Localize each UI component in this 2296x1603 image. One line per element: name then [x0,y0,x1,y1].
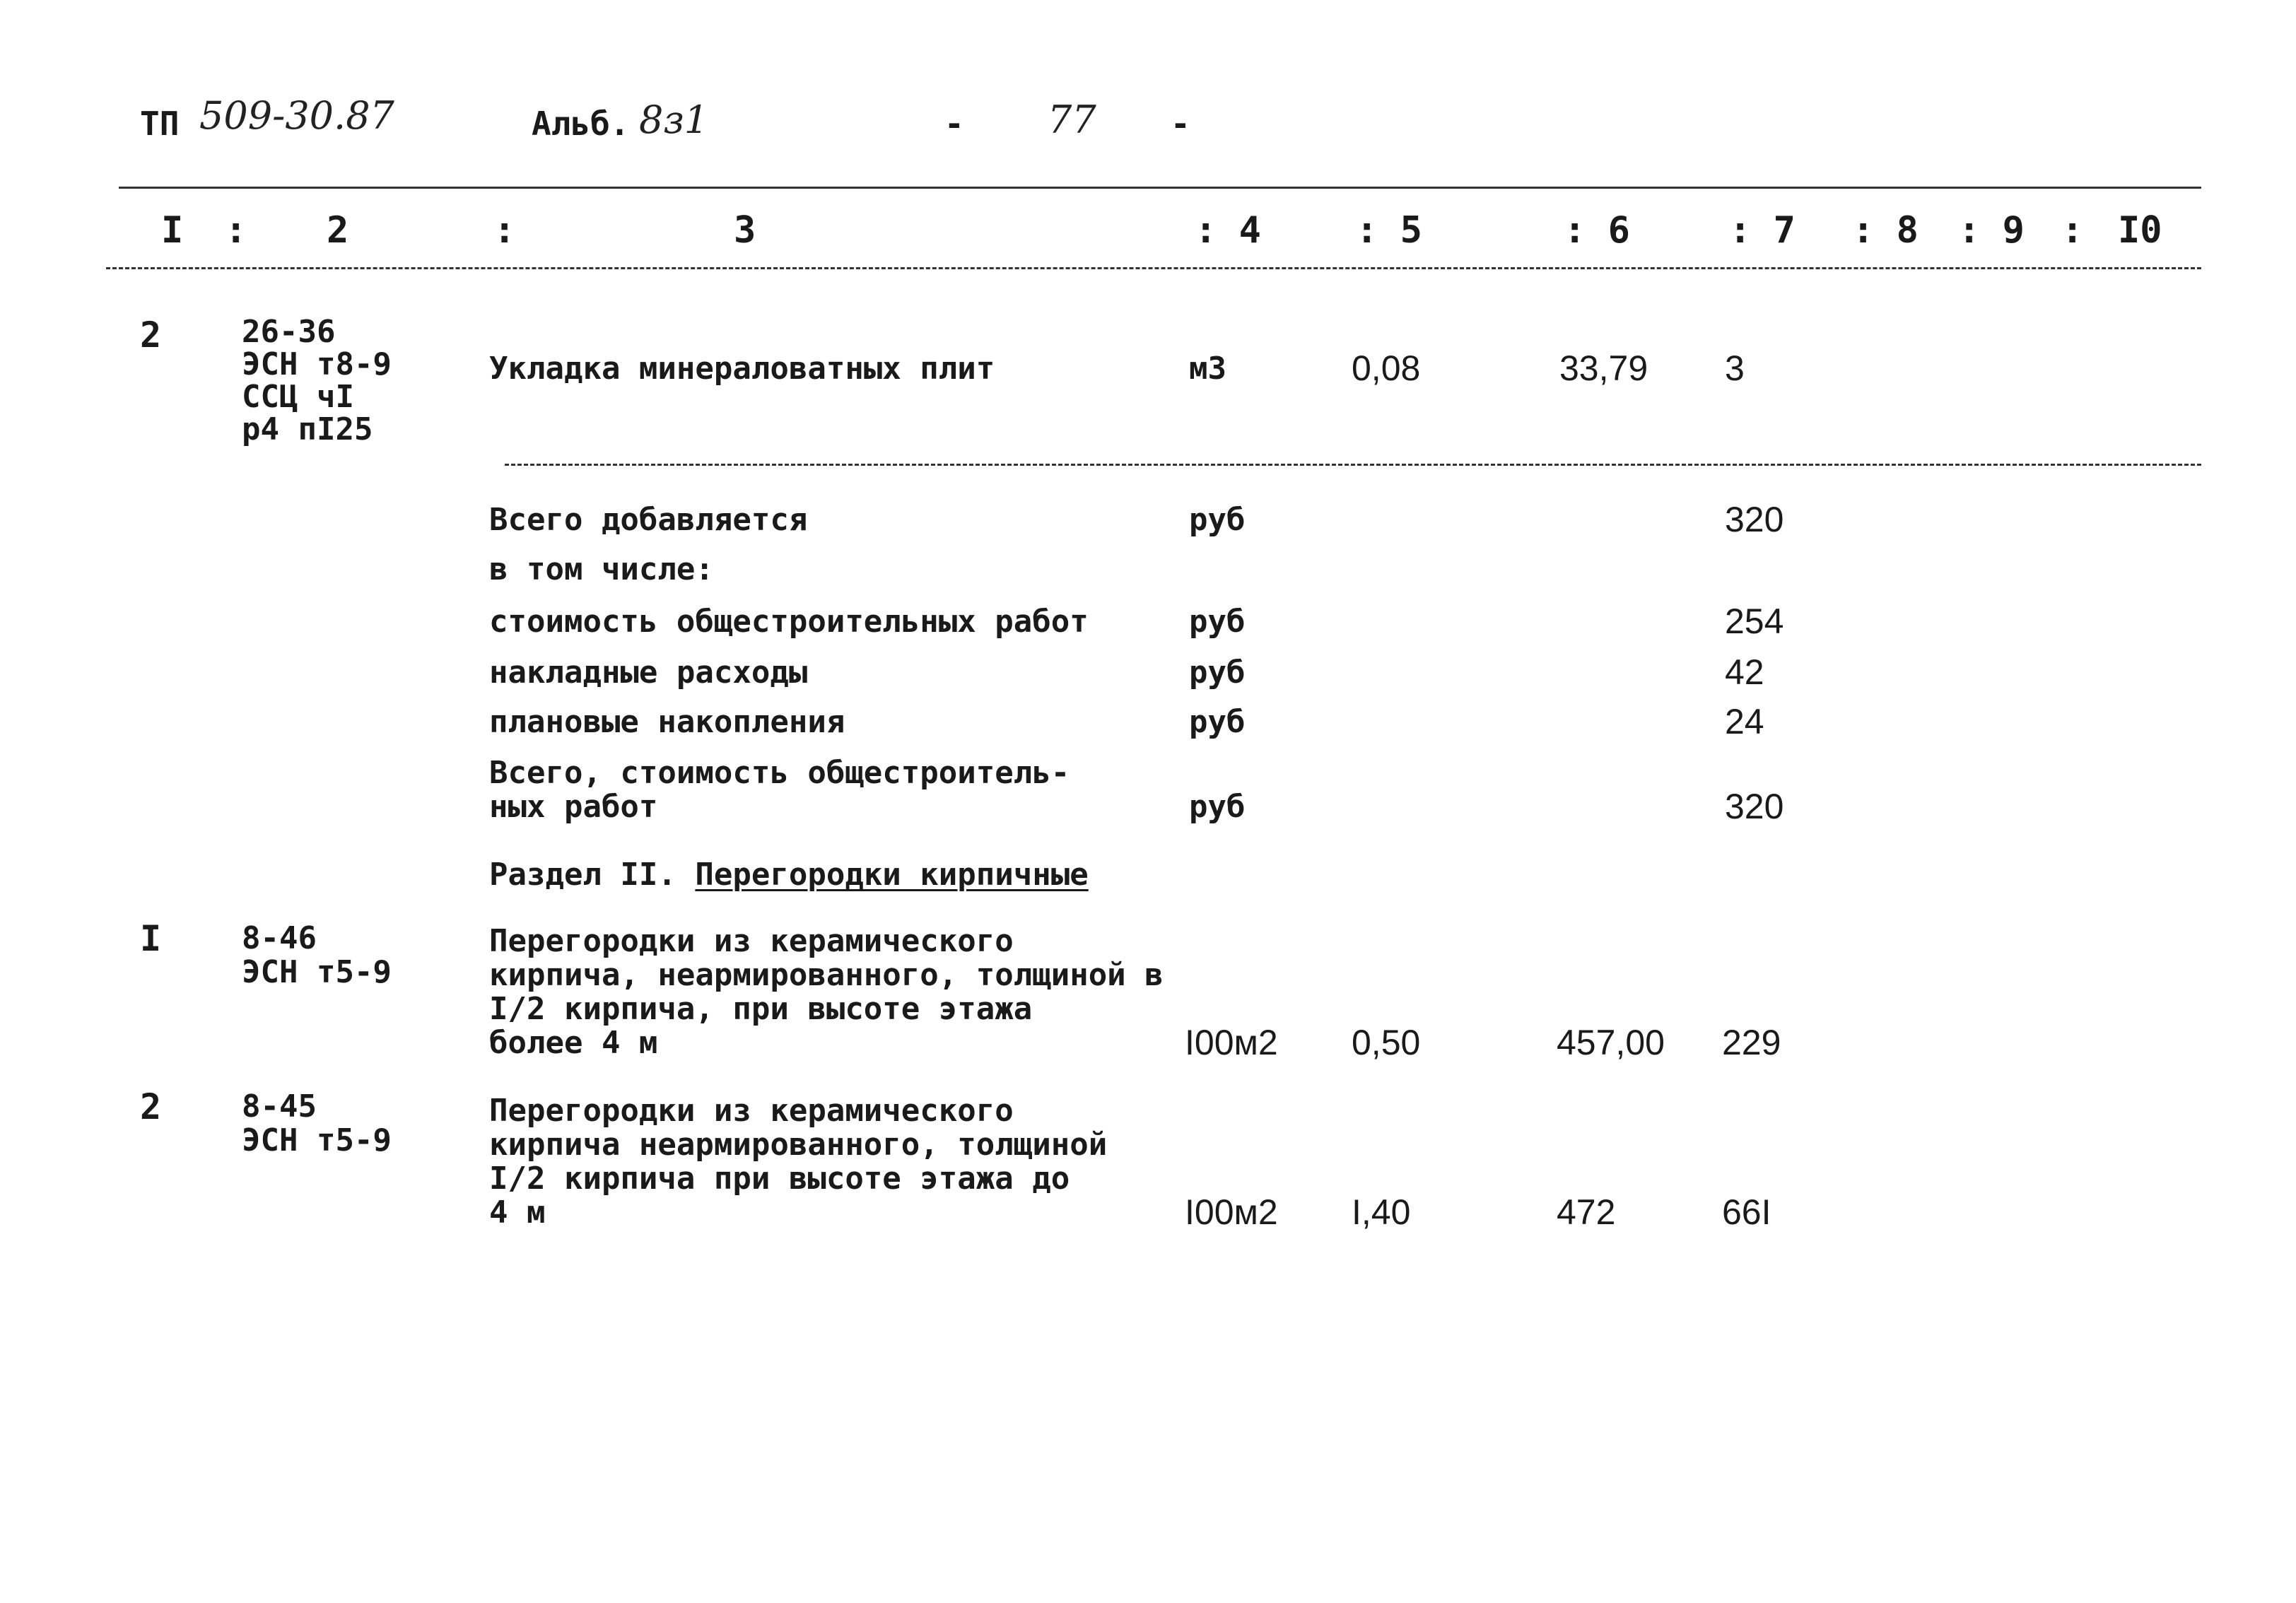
col-header-6: : 6 [1564,209,1630,252]
s2-row2-name-line-4: 4 м [489,1194,546,1231]
s2-row1-number: I [140,918,162,959]
s2-row1-name-line-4: более 4 м [489,1025,658,1061]
col-header-9: : 9 [1958,209,2025,252]
summary-total-value: 320 [1725,500,1784,539]
col-header-7: : 7 [1729,209,1796,252]
series-prefix: ТП [140,105,180,143]
row-total: 3 [1725,348,1745,388]
album-number: 8з1 [639,98,709,142]
summary-grand-unit: руб [1189,789,1246,825]
summary-overhead-unit: руб [1189,654,1246,691]
album-prefix: Альб. [532,105,630,143]
row-number: 2 [140,315,162,356]
s2-row2-name-line-2: кирпича неармированного, толщиной [489,1127,1108,1163]
s2-row1-name-line-2: кирпича, неармированного, толщиной в [489,957,1164,993]
s2-row1-code-line-2: ЭСН т5-9 [242,954,392,990]
section2-title-main: Перегородки кирпичные [695,857,1089,893]
series-number: 509-30.87 [199,93,394,138]
s2-row1-name-line-3: I/2 кирпича, при высоте этажа [489,991,1033,1027]
col-header-10: I0 [2118,209,2162,252]
col-header-8: : 8 [1852,209,1919,252]
s2-row1-code-line-1: 8-46 [242,920,317,956]
row-code-line-4: р4 пI25 [242,411,373,447]
page-dash-right: - [1171,105,1190,143]
s2-row2-total: 66I [1722,1192,1771,1232]
col-header-sep-10: : [2061,209,2084,252]
top-rule [119,187,2201,189]
summary-total-label: Всего добавляется [489,502,808,538]
summary-overhead-label: накладные расходы [489,654,808,691]
s2-row2-unit: I00м2 [1185,1192,1278,1232]
summary-general-works-label: стоимость общестроительных работ [489,604,1089,640]
s2-row2-name-line-3: I/2 кирпича при высоте этажа до [489,1161,1070,1197]
row-price: 33,79 [1559,348,1648,388]
s2-row2-number: 2 [140,1086,162,1127]
s2-row1-price: 457,00 [1557,1023,1665,1062]
col-header-sep-1: : [225,209,247,252]
col-header-1: I [161,209,184,252]
row-code-line-2: ЭСН т8-9 [242,346,392,382]
row-code-line-1: 26-36 [242,314,336,350]
section2-title [489,859,1089,891]
s2-row1-unit: I00м2 [1185,1023,1278,1062]
summary-grand-value: 320 [1725,787,1784,826]
page-dash-left: - [944,105,964,143]
summary-including-label: в том числе: [489,551,714,587]
summary-grand-label-line-1: Всего, стоимость общестроитель- [489,755,1070,791]
section2-title-prefix: Раздел II. [489,857,676,893]
row-name: Укладка минераловатных плит [489,351,995,387]
col-header-sep-2: : [493,209,516,252]
row-code-line-3: ССЦ чI [242,379,354,415]
summary-total-unit: руб [1189,502,1246,538]
col-header-4: : 4 [1195,209,1261,252]
summary-planned-unit: руб [1189,704,1246,740]
col-header-3: 3 [734,209,756,252]
s2-row2-code-line-2: ЭСН т5-9 [242,1122,392,1158]
s2-row2-price: 472 [1557,1192,1616,1232]
summary-planned-value: 24 [1725,702,1764,741]
page-number: 77 [1048,98,1096,142]
s2-row1-total: 229 [1722,1023,1781,1062]
s2-row1-qty: 0,50 [1352,1023,1421,1062]
s2-row2-qty: I,40 [1352,1192,1411,1232]
section1-bottom-rule [505,464,2201,466]
summary-overhead-value: 42 [1725,652,1764,692]
row-qty: 0,08 [1352,348,1421,388]
s2-row2-name-line-1: Перегородки из керамического [489,1093,1014,1129]
summary-general-works-unit: руб [1189,604,1246,640]
row-unit: м3 [1189,351,1226,387]
summary-planned-label: плановые накопления [489,704,845,740]
summary-general-works-value: 254 [1725,601,1784,641]
summary-grand-label-line-2: ных работ [489,789,658,825]
col-header-5: : 5 [1356,209,1422,252]
s2-row2-code-line-1: 8-45 [242,1088,317,1125]
header-bottom-rule [106,267,2201,269]
col-header-2: 2 [327,209,349,252]
s2-row1-name-line-1: Перегородки из керамического [489,923,1014,959]
